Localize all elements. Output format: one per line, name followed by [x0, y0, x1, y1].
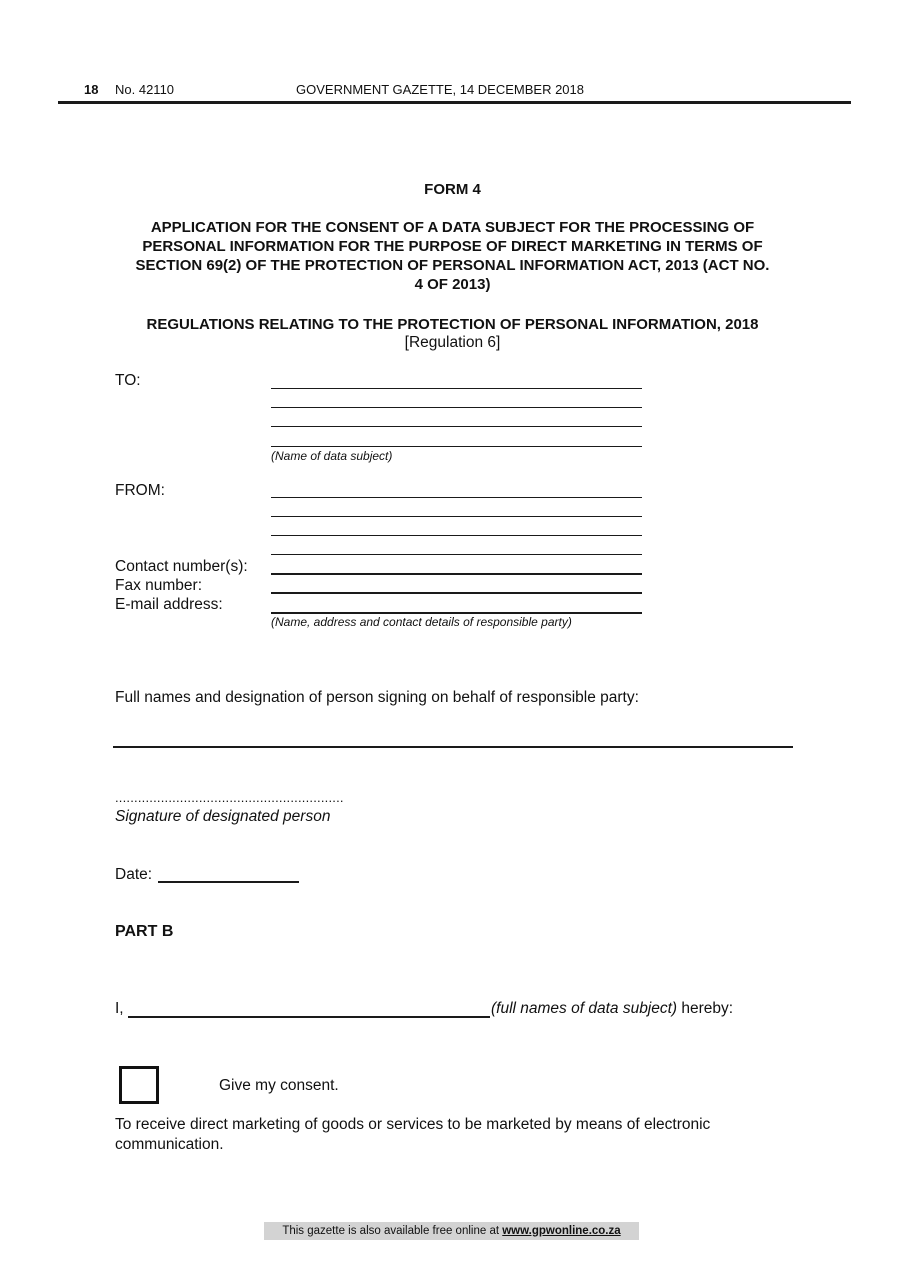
from-line-4[interactable] [271, 554, 642, 555]
regulations-title: REGULATIONS RELATING TO THE PROTECTION OF PERSONAL INFORMATION, 2018 [146, 316, 759, 333]
form-title-line: APPLICATION FOR THE CONSENT OF A DATA SUBJECT FOR THE PROCESSING OF [150, 219, 755, 236]
form-title [60, 218, 845, 294]
publication-title: GOVERNMENT GAZETTE, 14 DECEMBER 2018 [296, 82, 584, 97]
from-caption: (Name, address and contact details of responsible party) [271, 615, 572, 629]
hereby-text: hereby: [677, 1000, 734, 1017]
to-caption: (Name of data subject) [271, 449, 393, 463]
to-line-3[interactable] [271, 426, 642, 427]
footer-text: This gazette is also available free online at [282, 1225, 503, 1237]
date-line[interactable] [158, 881, 299, 883]
contact-line[interactable] [271, 573, 642, 575]
signature-line[interactable]: ............................................................ [115, 790, 344, 805]
consent-checkbox[interactable] [119, 1066, 159, 1104]
signing-prompt: Full names and designation of person signing on behalf of responsible party: [115, 689, 639, 706]
from-label: FROM: [115, 482, 165, 499]
header-rule [58, 101, 851, 104]
full-names-hint-row [491, 1000, 733, 1018]
signature-caption: Signature of designated person [115, 808, 331, 825]
date-label: Date: [115, 866, 153, 883]
consent-label: Give my consent. [219, 1077, 339, 1094]
full-names-hint: (full names of data subject) [491, 1000, 678, 1017]
form-label: FORM 4 [424, 181, 481, 198]
from-line-3[interactable] [271, 535, 642, 536]
contact-label: Contact number(s): [115, 558, 248, 575]
footer-link[interactable]: www.gpwonline.co.za [502, 1225, 621, 1237]
consent-description-line-1: To receive direct marketing of goods or services to be marketed by means of electronic [115, 1116, 711, 1133]
part-b-heading: PART B [115, 923, 174, 940]
issue-number: No. 42110 [115, 82, 175, 97]
email-line[interactable] [271, 612, 642, 614]
to-line-2[interactable] [271, 407, 642, 408]
regulation-ref: [Regulation 6] [404, 334, 501, 351]
fax-line[interactable] [271, 592, 642, 594]
footer-banner [264, 1222, 639, 1240]
i-prefix: I, [115, 1000, 124, 1017]
from-line-2[interactable] [271, 516, 642, 517]
form-title-line: SECTION 69(2) OF THE PROTECTION OF PERSONAL INFORMATION ACT, 2013 (ACT NO. [135, 257, 770, 274]
page-number: 18 [84, 82, 99, 97]
from-line-1[interactable] [271, 497, 642, 498]
consent-description-line-2: communication. [115, 1136, 224, 1153]
signer-name-line[interactable] [113, 746, 793, 748]
to-line-1[interactable] [271, 388, 642, 389]
form-title-line: PERSONAL INFORMATION FOR THE PURPOSE OF DIRECT MARKETING IN TERMS OF [142, 238, 763, 255]
email-label: E-mail address: [115, 596, 223, 613]
form-title-line: 4 OF 2013) [414, 276, 491, 293]
to-line-4[interactable] [271, 446, 642, 447]
to-label: TO: [115, 372, 141, 389]
fax-label: Fax number: [115, 577, 203, 594]
data-subject-name-line[interactable] [128, 1016, 490, 1018]
